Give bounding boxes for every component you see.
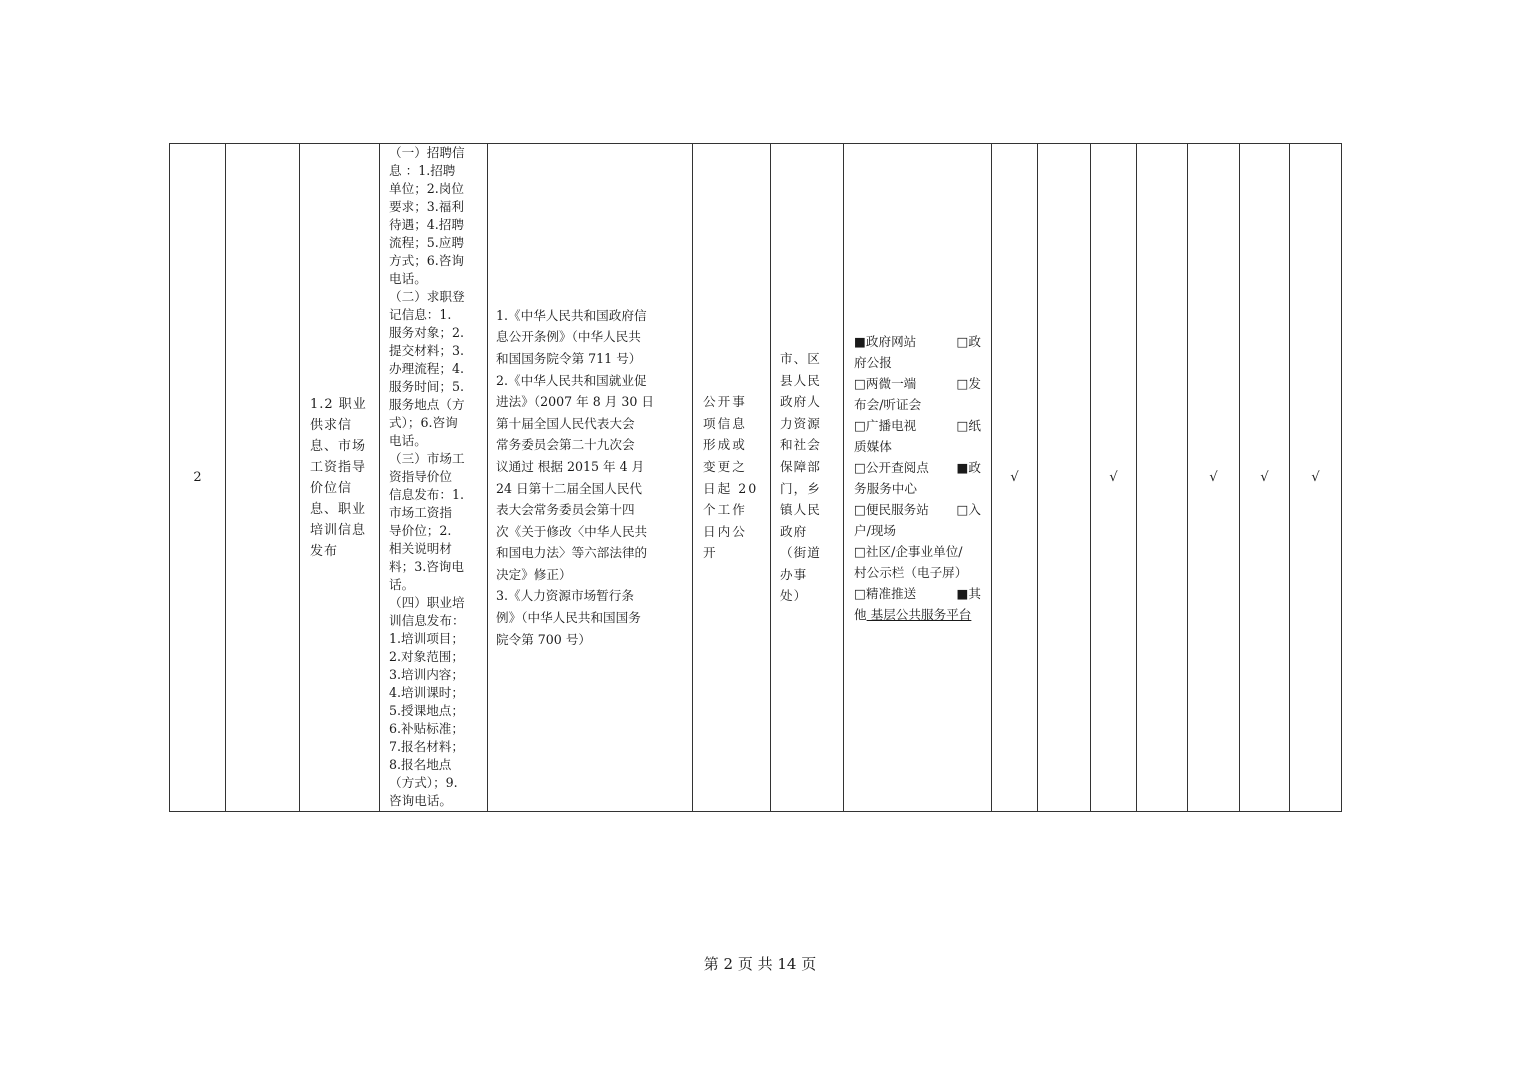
channel-continuation: 务服务中心 (854, 480, 917, 496)
content-line: 待遇；4.招聘 (389, 217, 464, 232)
content-text (389, 144, 478, 810)
tick-cell-1 (992, 144, 1038, 812)
tick-mark: √ (1260, 470, 1269, 485)
content-line: 话。 (389, 577, 415, 592)
subject-line: 市、区 (780, 350, 821, 366)
content-line: 服务地点（方 (389, 397, 465, 412)
content-line: 息 ：1.招聘 (389, 163, 456, 178)
channel-option: ■政府网站 (854, 333, 917, 349)
channel-item (854, 583, 981, 625)
content-line: 相关说明材 (389, 541, 452, 556)
subject-line: 办事 (780, 566, 808, 582)
channel-continuation: 他 基层公共服务平台 (854, 606, 972, 622)
subject-line: 保障部 (780, 458, 821, 474)
basis-line: 表大会常务委员会第十四 (496, 502, 635, 518)
basis-line: 2.《中华人民共和国就业促 (496, 372, 647, 388)
channel-option: □发 (956, 375, 981, 391)
content-line: 电话。 (389, 271, 427, 286)
channel-continuation: 府公报 (854, 354, 892, 370)
tick-mark: √ (1209, 470, 1218, 485)
time-limit-line: 项信息 (703, 415, 747, 431)
channel-item (854, 541, 981, 583)
tick-cell-4 (1137, 144, 1188, 812)
content-line: 4.培训课时； (389, 685, 464, 700)
content-line: 服务时间；5. (389, 379, 464, 394)
content-line: 电话。 (389, 433, 427, 448)
time-limit-line: 开 (703, 545, 718, 561)
time-limit-line: 日起 20 (703, 480, 759, 496)
content-cell (380, 144, 488, 812)
channel-option: □政 (956, 333, 981, 349)
channel-item (854, 373, 981, 415)
table-row (170, 144, 1342, 812)
content-line: 3.培训内容； (389, 667, 464, 682)
channel-option: □社区/企事业单位/ (854, 543, 963, 559)
channel-option: □公开查阅点 (854, 459, 929, 475)
content-line: （二）求职登 (389, 289, 465, 304)
basis-line: 和国电力法〉等六部法律的 (496, 545, 648, 561)
content-line: （三）市场工 (389, 451, 465, 466)
content-line: 资指导价位 (389, 469, 452, 484)
basis-line: 常务委员会第二十九次会 (496, 437, 635, 453)
basis-cell (488, 144, 693, 812)
subject-line: 门，乡 (780, 480, 821, 496)
basis-line: 院令第 700 号） (496, 631, 592, 647)
content-line: 咨询电话。 (389, 793, 452, 808)
subject-line: （街道 (780, 545, 821, 561)
tick-cell-2 (1038, 144, 1091, 812)
content-line: 提交材料；3. (389, 343, 464, 358)
content-line: 市场工资指 (389, 505, 452, 520)
content-line: 训信息发布： (389, 613, 465, 628)
channel-option: ■其 (956, 585, 981, 601)
basis-line: 和国国务院令第 711 号） (496, 350, 642, 366)
channel-item (854, 499, 981, 541)
channel-option: ■政 (956, 459, 981, 475)
subject-line: 力资源 (780, 415, 821, 431)
basis-text (496, 305, 684, 651)
content-line: 服务对象；2. (389, 325, 464, 340)
subject-text (780, 348, 834, 607)
content-line: 导价位；2. (389, 523, 452, 538)
content-line: 单位；2.岗位 (389, 181, 464, 196)
tick-mark: √ (1010, 470, 1019, 485)
channel-continuation: 村公示栏（电子屏） (854, 564, 968, 580)
channels-list (854, 331, 981, 625)
content-line: （方式）；9. (389, 775, 458, 790)
basis-line: 1.《中华人民共和国政府信 (496, 307, 647, 323)
disclosure-table (169, 143, 1342, 812)
basis-line: 3.《人力资源市场暂行条 (496, 588, 634, 604)
subject-line: 处） (780, 588, 808, 604)
content-line: 信息发布：1. (389, 487, 464, 502)
time-limit-line: 形成或 (703, 437, 747, 453)
content-line: 6.补贴标准； (389, 721, 464, 736)
row-index: 2 (193, 470, 202, 485)
tick-cell-7 (1290, 144, 1342, 812)
content-line: （四）职业培 (389, 595, 465, 610)
content-line: 料；3.咨询电 (389, 559, 464, 574)
time-limit-line: 公开事 (703, 394, 747, 410)
basis-line: 决定》修正） (496, 566, 572, 582)
content-line: 2.对象范围； (389, 649, 464, 664)
channel-option: □广播电视 (854, 417, 917, 433)
subject-line: 县人民 (780, 372, 821, 388)
item-name-cell (300, 144, 380, 812)
subject-line: 镇人民 (780, 502, 821, 518)
basis-line: 第十届全国人民代表大会 (496, 415, 635, 431)
basis-line: 议通过 根据 2015 年 4 月 (496, 458, 645, 474)
subject-cell (771, 144, 844, 812)
channel-option: □入 (956, 501, 981, 517)
channel-option: □两微一端 (854, 375, 917, 391)
channels-cell (844, 144, 992, 812)
tick-cell-5 (1188, 144, 1240, 812)
content-line: 7.报名材料； (389, 739, 464, 754)
channel-continuation: 布会/听证会 (854, 396, 922, 412)
subject-line: 政府 (780, 523, 808, 539)
content-line: 流程；5.应聘 (389, 235, 464, 250)
basis-line: 息公开条例》（中华人民共 (496, 329, 641, 345)
channel-continuation: 质媒体 (854, 438, 892, 454)
basis-line: 进法》（2007 年 8 月 30 日 (496, 394, 654, 410)
basis-line: 次《关于修改〈中华人民共 (496, 523, 648, 539)
row-index-cell (170, 144, 226, 812)
tick-cell-6 (1240, 144, 1290, 812)
empty-cell (226, 144, 300, 812)
time-limit-line: 变更之 (703, 458, 747, 474)
content-line: （一）招聘信 (389, 145, 465, 160)
content-line: 记信息：1. (389, 307, 452, 322)
subject-line: 和社会 (780, 437, 821, 453)
tick-mark: √ (1311, 470, 1320, 485)
subject-line: 政府人 (780, 394, 821, 410)
content-line: 8.报名地点 (389, 757, 452, 772)
channel-continuation: 户/现场 (854, 522, 897, 538)
content-line: 要求；3.福利 (389, 199, 464, 214)
page-footer: 第 2 页 共 14 页 (703, 955, 817, 973)
time-limit-line: 个工作 (703, 502, 747, 518)
channel-item (854, 331, 981, 373)
item-name: 1.2 职业供求信息、市场工资指导价位信息、职业培训信息发布 (310, 396, 367, 559)
channel-option: □精准推送 (854, 585, 917, 601)
content-line: 5.授课地点； (389, 703, 464, 718)
channel-item (854, 415, 981, 457)
tick-cell-3 (1091, 144, 1137, 812)
time-limit-cell (693, 144, 771, 812)
time-limit-text (703, 391, 760, 564)
content-line: 办理流程；4. (389, 361, 464, 376)
content-line: 1.培训项目； (389, 631, 464, 646)
content-line: 式）；6.咨询 (389, 415, 458, 430)
channel-item (854, 457, 981, 499)
tick-mark: √ (1109, 470, 1118, 485)
channel-option: □纸 (956, 417, 981, 433)
basis-line: 例》（中华人民共和国国务 (496, 610, 641, 626)
content-line: 方式；6.咨询 (389, 253, 464, 268)
basis-line: 24 日第十二届全国人民代 (496, 480, 642, 496)
time-limit-line: 日内公 (703, 523, 747, 539)
channel-option: □便民服务站 (854, 501, 929, 517)
